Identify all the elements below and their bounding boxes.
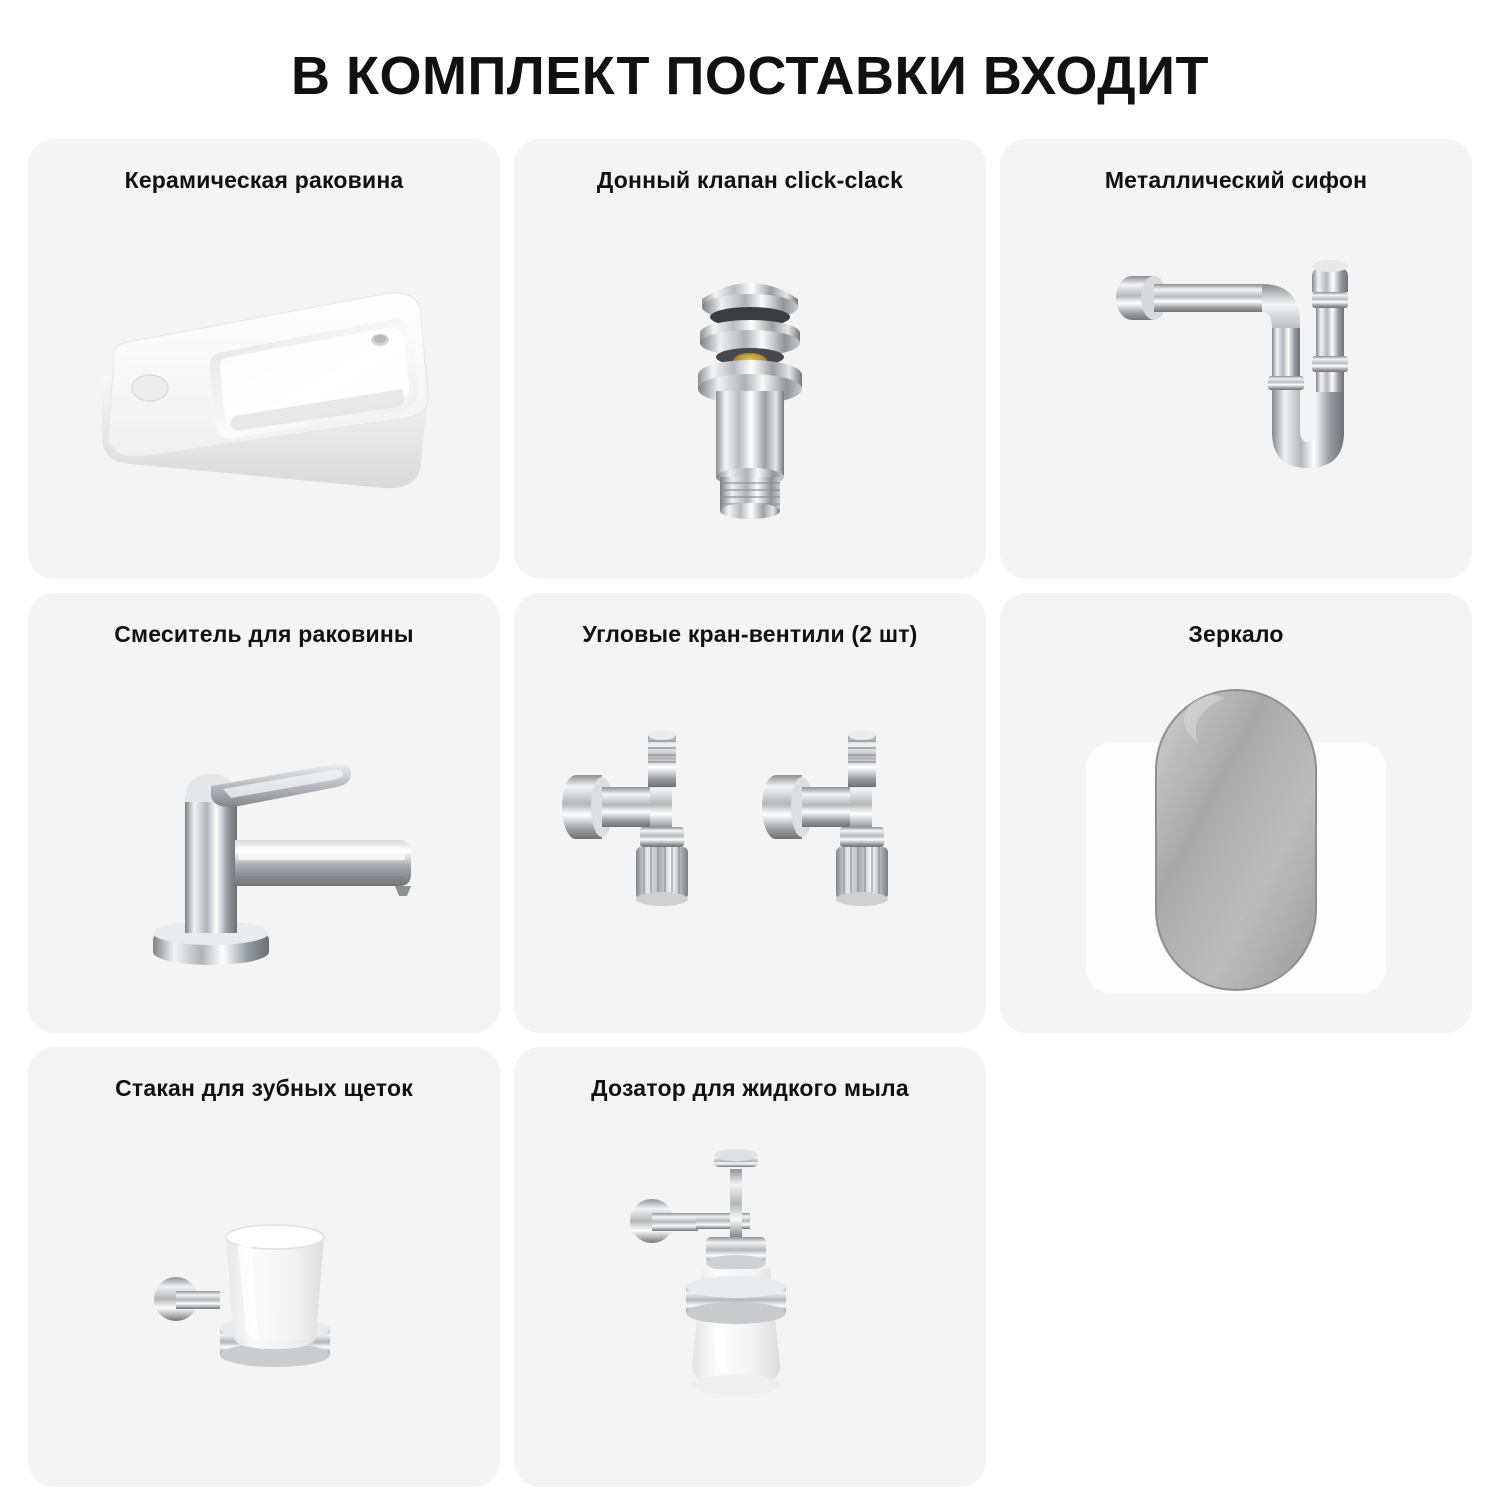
contents-card-soap-dispenser[interactable]	[514, 1047, 986, 1487]
ceramic-sink-icon	[28, 194, 500, 579]
card-title: Стакан для зубных щеток	[115, 1074, 413, 1101]
card-title: Дозатор для жидкого мыла	[591, 1074, 909, 1101]
card-title: Донный клапан click-clack	[596, 166, 904, 193]
basin-faucet-icon	[28, 648, 500, 1033]
card-title: Металлический сифон	[1104, 166, 1368, 193]
contents-card-ceramic-sink[interactable]	[28, 139, 500, 579]
page-title: В КОМПЛЕКТ ПОСТАВКИ ВХОДИТ	[291, 46, 1209, 106]
contents-card-mirror[interactable]	[1000, 593, 1472, 1033]
angle-valves-icon	[514, 648, 986, 1033]
contents-card-basin-faucet[interactable]	[28, 593, 500, 1033]
contents-grid	[28, 139, 1472, 1487]
card-title: Угловые кран-вентили (2 шт)	[582, 620, 918, 647]
metal-siphon-icon	[1000, 194, 1472, 579]
contents-card-toothbrush-cup[interactable]	[28, 1047, 500, 1487]
contents-card-angle-valves[interactable]	[514, 593, 986, 1033]
contents-card-metal-siphon[interactable]	[1000, 139, 1472, 579]
card-title: Смеситель для раковины	[114, 620, 414, 647]
soap-dispenser-icon	[514, 1102, 986, 1487]
click-clack-drain-valve-icon	[514, 194, 986, 579]
card-title: Зеркало	[1188, 620, 1284, 647]
contents-card-click-clack-valve[interactable]	[514, 139, 986, 579]
card-title: Керамическая раковина	[124, 166, 404, 193]
mirror-icon	[1000, 648, 1472, 1033]
toothbrush-cup-icon	[28, 1102, 500, 1487]
